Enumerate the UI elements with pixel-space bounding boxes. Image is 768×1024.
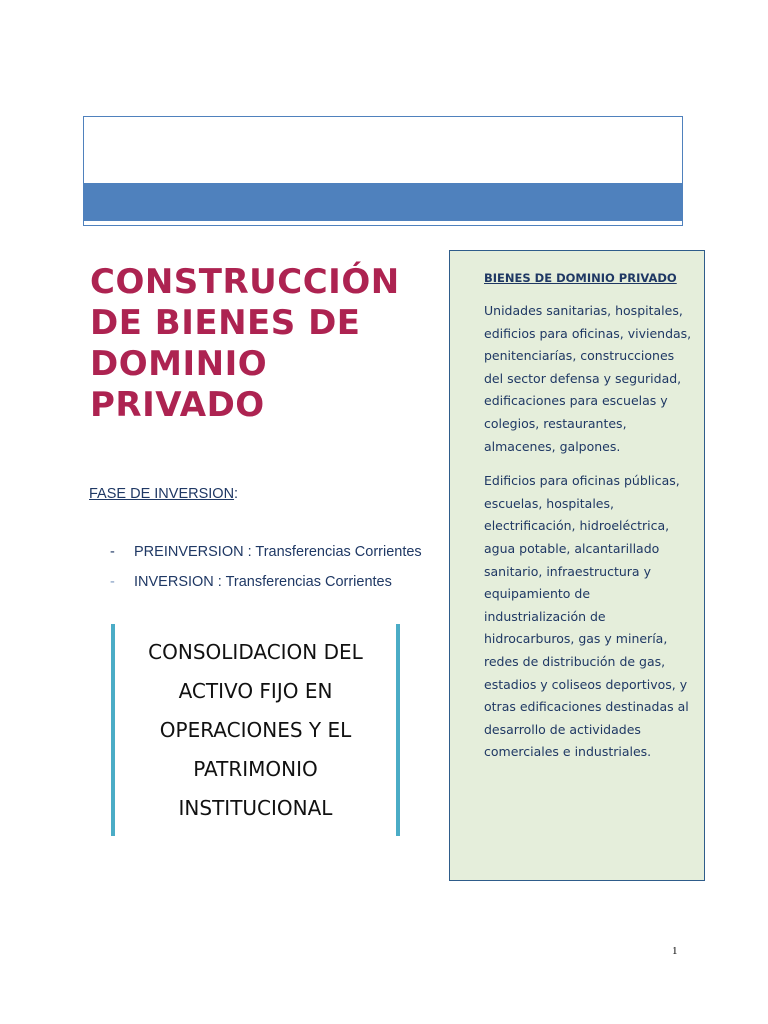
phase-label: FASE DE INVERSION (89, 486, 235, 502)
sidebar-box (449, 250, 705, 881)
header-box (83, 116, 683, 226)
pull-quote-text: CONSOLIDACION DEL ACTIVO FIJO EN OPERACIONES Y EL PATRIMONIO INSTITUCIONAL (148, 640, 363, 820)
phase-item-inversion: INVERSION : Transferencias Corrientes (134, 574, 392, 590)
sidebar-paragraph: Unidades sanitarias, hospitales, edificios para oficinas, viviendas, penitenciarías, construcciones del sector defensa y seguridad, edificaciones para escuelas y colegios, restaurantes, almacenes, galpones. (484, 303, 692, 454)
phase-suffix: : (234, 486, 239, 502)
document-title: CONSTRUCCIÓN DE BIENES DE DOMINIO PRIVADO (90, 262, 400, 425)
sidebar-title: BIENES DE DOMINIO PRIVADO (484, 271, 677, 285)
dash-bullet: - (110, 574, 115, 590)
phase-item-preinversion: PREINVERSION : Transferencias Corrientes (134, 544, 422, 560)
phase-list (110, 544, 422, 604)
page-number: 1 (672, 945, 678, 957)
phase-heading (89, 486, 238, 502)
list-item (110, 574, 422, 604)
sidebar-paragraph: Edificios para oficinas públicas, escuelas, hospitales, electrificación, hidroeléctrica, agua potable, alcantarillado sanitario, infraestructura y equipamiento de industrialización de hidrocarburos, gas y minería, redes de distribución de gas, estadios y coliseos deportivos, y otras edificaciones destinadas al desarrollo de actividades comerciales e industriales. (484, 473, 689, 760)
dash-bullet: - (110, 544, 115, 560)
pull-quote (111, 624, 400, 836)
header-band (84, 183, 682, 221)
list-item (110, 544, 422, 574)
